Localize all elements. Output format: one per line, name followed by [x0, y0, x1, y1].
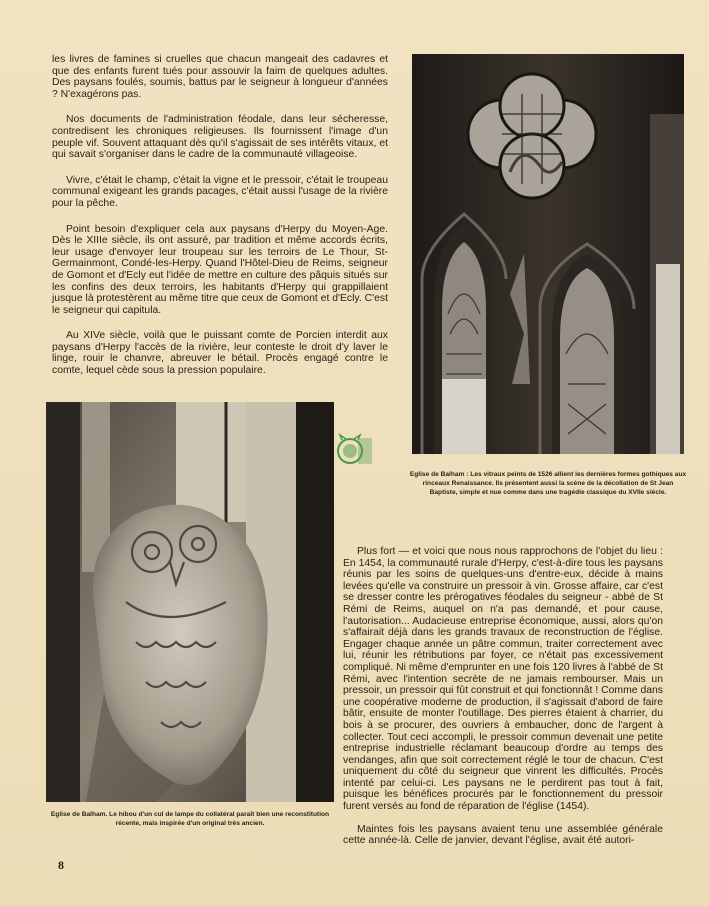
paragraph: les livres de famines si cruelles que chacun mangeait des cadavres et que des enfants furent tués pour assouvir la faim de quelques adultes. Des paysans foulés, soumis, battus par le seigneur à longueur d'années ? N'exagérons pas. [52, 54, 388, 100]
right-text-column [343, 546, 663, 858]
owl-photo-caption: Eglise de Balham. Le hibou d'un cul de lampe du collatéral paraît bien une reconstitution récente, mais inspirée d'un original très ancien. [50, 811, 330, 827]
paragraph: Point besoin d'expliquer cela aux paysans d'Herpy du Moyen-Age. Dès le XIIIe siècle, ils ont assuré, par tradition et même accords écrits, leur usage d'envoyer leur troupeau sur les terroirs de Le Thour, St-Germainmont, Condé-les-Herpy. Quand l'Hôtel-Dieu de Reims, seigneur de Gomont et d'Ecly eut l'idée de mettre en culture des pâquis situés sur les confins des deux terroirs, les habitants d'Herpy qui grappillaient jusque là protestèrent au même titre que ceux de Gomont et d'Ecly. C'est le seigneur qui capitula. [52, 223, 388, 316]
paragraph: Nos documents de l'administration féodale, dans leur sécheresse, contredisent les chroniques religieuses. Ils fournissent l'image d'un peuple vif. Souvent attaquant dès qu'il s'agissait de ses intérêts vitaux, et qui savait s'organiser dans le cadre de la communauté villageoise. [52, 114, 388, 161]
page-number: 8 [58, 858, 64, 872]
left-text-column [52, 54, 388, 391]
window-photo-caption: Eglise de Balham : Les vitraux peints de 1526 allient les dernières formes gothiques aux rinceaux Renaissance. Ils présentent aussi la scène de la décollation de St Jean Baptiste, simple et nue comme dans une tragédie classique du XVIIe siècle. [409, 471, 687, 496]
lgjp-stamp [336, 432, 372, 470]
paragraph: Maintes fois les paysans avaient tenu une assemblée générale cette année-là. Celle de janvier, devant l'église, avait été autori- [343, 823, 663, 847]
paragraph: Vivre, c'était le champ, c'était la vigne et le pressoir, c'était le troupeau communal exigeant les grands pacages, c'était aussi l'usage de la rivière pour la pêche. [52, 174, 388, 209]
paragraph: Au XIVe siècle, voilà que le puissant comte de Porcien interdit aux paysans d'Herpy l'accès de la rivière, leur conteste le droit d'y laver le linge, rouir le chanvre, abreuver le bétail. Procès engagé contre le comte, lequel cède sous la pression populaire. [52, 330, 388, 377]
owl-corbel-photo [46, 402, 334, 802]
stained-glass-window-photo [412, 54, 684, 454]
paragraph: Plus fort — et voici que nous nous rapprochons de l'objet du lieu : En 1454, la communauté rurale d'Herpy, c'est-à-dire tous les paysans réunis par les soins de quelques-uns d'entre-eux, décide à mains levées qu'elle va construire un pressoir à vin. Grosse affaire, car c'est se dresser contre les prérogatives féodales du seigneur - abbé de St Rémi de Reims, auquel on n'a pas demandé, et pour cause, l'autorisation... Audacieuse entreprise économique, aussi, alors qu'on s'affairait déjà dans les grands travaux de reconstruction de l'église. Engager chaque année un pâtre commun, traiter correctement avec lui, réunir les rétributions par foyer, ce n'était pas excessivement compliqué. Ni même d'emprunter en une fois 120 livres à l'abbé de St Rémi, avec l'intention secrète de ne jamais rembourser. Mais un pressoir, un pressoir qui fût construit et qui fonctionnât ! Comme dans une coopérative moderne de production, il s'agissait d'abord de faire bâtir, ensuite de monter l'outillage. Des pierres étaient à charrier, du bois à se procurer, des ouvriers à embaucher, donc de l'argent à collecter. Tout ceci accompli, le pressoir commun devenait une petite entreprise industrielle réclamant beaucoup d'ordre au temps des vendanges, afin que soit correctement réglé le tour de chacun. C'est uniquement du côté du seigneur que vinrent les difficultés. Procès intenté par celui-ci. Les paysans ne le perdirent pas tout à fait, puisque les bénéfices procurés par le fonctionnement du pressoir furent versés au fond de réparation de l'église (1454). [343, 546, 663, 813]
